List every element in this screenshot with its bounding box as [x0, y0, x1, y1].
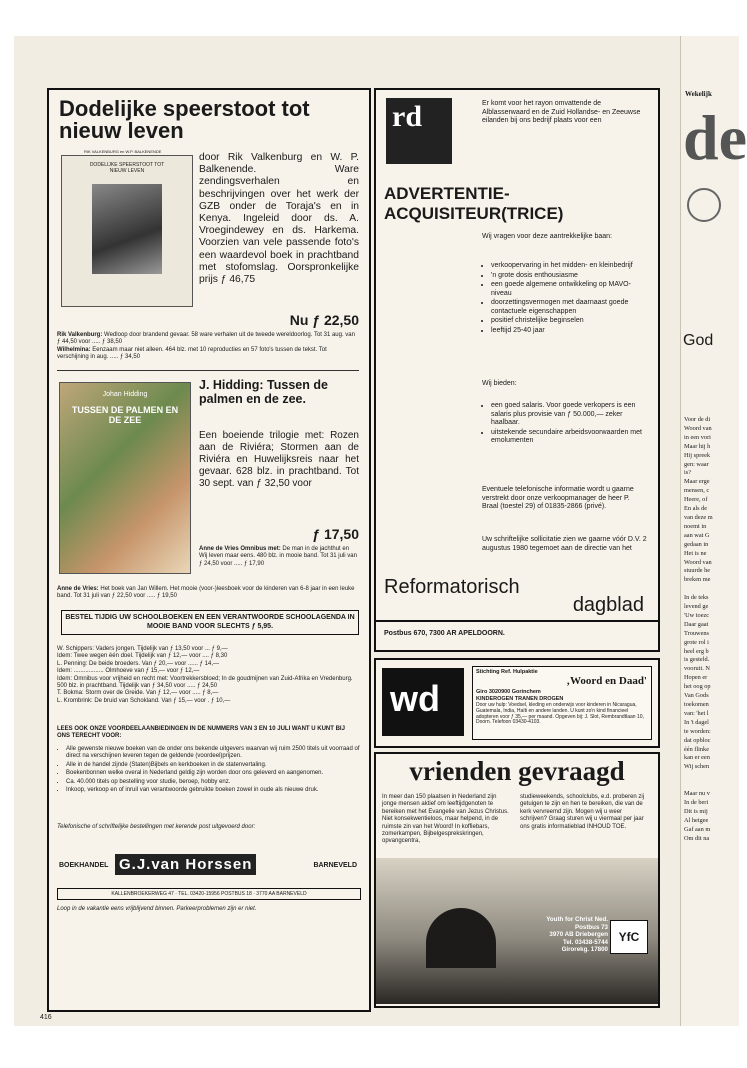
body-line: Hopen er — [684, 674, 708, 682]
wd-panel — [472, 666, 652, 740]
body-line — [684, 772, 744, 781]
friends-ad — [374, 752, 660, 1008]
silhouette — [426, 908, 496, 968]
anne-omnibus-text: De man in de jachthut en Wij leven maar eens. 480 blz. in mooie band. Tot 31 juli van ƒ 24,50 voor ..... ƒ 17,90 — [199, 546, 357, 567]
friends-headline: vrienden gevraagd — [409, 756, 625, 786]
body-line: heel erg b — [684, 647, 709, 655]
body-line: Dit is mij — [684, 807, 708, 815]
org-line: Postbus 73 — [574, 923, 608, 931]
job-intro: Er komt voor het rayon omvattende de Alblasserwaard en de Zuid Hollandse- en Zeeuwse eilanden bij ons bedrijf plaats voor een — [482, 100, 641, 124]
anne-entry — [57, 586, 359, 601]
shop-name: G.J.van Horssen — [115, 854, 256, 875]
hidding-cover-title: TUSSEN DE PALMEN EN DE ZEE — [71, 405, 179, 425]
friends-org — [498, 916, 608, 954]
paper-logo — [384, 576, 650, 620]
list-item: • een goed salaris. Voor goede verkopers is een salaris plus provisie van ƒ 50.000,— zeker haalbaar. — [491, 402, 651, 428]
body-line: In de beri — [684, 798, 709, 806]
body-line — [684, 585, 744, 594]
body-line: Maar nu v — [684, 790, 710, 798]
list-item: • Alle gewenste nieuwe boeken van de onder ons bekende uitgevers waarvan wij ruim 2500 titels uit voorraad of direct na verschijnen leveren tegen de geldende (voordeel)prijzen. — [66, 746, 361, 761]
friends-col1: In meer dan 150 plaatsen in Nederland zijn jonge mensen aktief om leeftijdgenoten te bereiken met het Evangelie van Jezus Christus. Niet konsekwentieloos, maar helpend, in de ruimste zin van het Woord! In koffiebars, zomerkampen, Bijbelgesprekskringen, opvangcentra, — [382, 794, 509, 845]
paper-line1: Reformatorisch — [384, 576, 520, 598]
shop-address: KALLENBROEKERWEG 47 · TEL. 03420-15956 POSTBUS 18 · 3770 AA BARNEVELD — [57, 888, 361, 900]
hidding-price: ƒ 17,50 — [312, 526, 359, 542]
list-item: • leeftijd 25-40 jaar — [491, 327, 651, 336]
body-line: Wij schen — [684, 763, 710, 771]
body-line: En als de — [684, 505, 708, 513]
body-line: grote rol i — [684, 638, 709, 646]
job-apply: Uw schriftelijke sollicitatie zien we gaarne vóór D.V. 2 augustus 1980 tegemoet aan de directie van het — [482, 536, 647, 552]
hidding-text: Een boeiende trilogie met: Rozen aan de Riviéra; Stormen aan de Riviéra en Huwelijksreis naar het gevaar. 628 blz. in prachtband. Tot 30 sept. van ƒ 32,50 voor — [199, 430, 359, 489]
body-line: noemt in — [684, 522, 707, 530]
list-item: • een goede algemene ontwikkeling op MAVO-niveau — [491, 281, 651, 298]
org-line: Youth for Christ Ned. — [546, 916, 608, 923]
promo-bullets — [57, 746, 361, 795]
wd-slogan: KINDEROGEN TRANEN DROGEN — [476, 696, 564, 702]
job-title: ADVERTENTIE-ACQUISITEUR(TRICE) — [384, 184, 564, 223]
page-number: 416 — [40, 1014, 52, 1021]
body-line: In 't dagel — [684, 718, 709, 726]
book-price: Nu ƒ 22,50 — [289, 312, 359, 328]
shop-footer: Loop in de vakantie eens vrijblijvend binnen. Parkeerproblemen zijn er niet. — [57, 906, 257, 912]
org-line: 3970 AB Driebergen — [549, 931, 608, 938]
body-line: Maar erge — [684, 478, 710, 486]
order-note: Telefonische of schriftelijke bestellingen met kerende post uitgevoerd door: — [57, 824, 256, 830]
list-item: L. Krombrink: De bruid van Schokland. Van ƒ 15,— voor . ƒ 10,— — [57, 697, 231, 704]
hidding-cover-image — [59, 382, 191, 574]
body-line: mensen, c — [684, 487, 710, 495]
body-line: Hij spreek — [684, 451, 711, 459]
body-line: Maar hij h — [684, 442, 711, 450]
body-line: in een vori — [684, 433, 711, 441]
body-line: breken me — [684, 576, 711, 584]
list-item: • Ca. 40.000 titels op bestelling voor studie, beroep, hobby enz. — [66, 779, 361, 786]
right-big-letters: de — [683, 102, 747, 173]
right-body-text — [684, 416, 744, 844]
body-line: van deze m — [684, 513, 713, 521]
wd-giro: Giro 3020900 Gorinchem — [476, 689, 541, 695]
job-seek-intro: Wij vragen voor deze aantrekkelijke baan: — [482, 233, 612, 240]
list-item: • Alle in de handel zijnde (Staten)Bijbels en kerkboeken in de statenvertaling. — [66, 762, 361, 769]
list-item: • 'n grote dosis enthousiasme — [491, 272, 651, 281]
list-item: Idem: .................. Olmhoeve van ƒ 15,— voor ƒ 12,— — [57, 668, 200, 675]
school-box: BESTEL TIJDIG UW SCHOOLBOEKEN EN EEN VERANTWOORDE SCHOOLAGENDA IN MOOIE BAND VOOR SLECHTS ƒ 5,95. — [61, 610, 359, 635]
rd-logo — [386, 98, 452, 164]
job-offers — [482, 402, 651, 447]
body-line: gedaan in — [684, 540, 709, 548]
list-item: • verkoopervaring in het midden- en kleinbedrijf — [491, 262, 651, 271]
body-line: Woord van — [684, 424, 712, 432]
job-postbus: Postbus 670, 7300 AR APELDOORN. — [384, 630, 505, 637]
job-ad — [374, 88, 660, 652]
book-description: door Rik Valkenburg en W. P. Balkenende. Ware zendingsverhalen en beschrijvingen over het werk der GZB onder de Toraja's en in Kenya. Ingeleid door ds. A. Vroegindewey en ds. Harkema. Voorzien van vele passende foto's een waardevol boek in prachtband met stofomslag. Oorspronkelijke prijs ƒ 46,75 — [199, 152, 359, 286]
sunset-photo — [376, 858, 658, 1004]
shop-city: BARNEVELD — [313, 862, 357, 869]
body-line: 'Uw toezc — [684, 611, 710, 619]
yfc-logo: YfC — [610, 920, 648, 954]
divider — [376, 620, 658, 622]
body-line: Voor de di — [684, 416, 711, 423]
body-line: is? — [684, 469, 691, 477]
anne-text: Het boek van Jan Willem. Het mooie (voor-)leesboek voor de kinderen van 6-8 jaar in een leuke band. Tot 31 juli van ƒ 22,50 voor ..... ƒ 19,50 — [57, 586, 355, 600]
body-line: van: 'het l — [684, 709, 709, 717]
body-line: Woord van — [684, 558, 712, 566]
job-offer-intro: Wij bieden: — [482, 380, 517, 387]
job-requirements — [482, 262, 651, 336]
body-line: Om dit na — [684, 834, 710, 842]
valkenburg-text: Wedloop door brandend gevaar. 58 ware verhalen uit de tweede wereldoorlog. Tot 31 aug. van ƒ 44,50 voor ..... ƒ 38,50 — [57, 332, 355, 346]
body-line: In de teks — [684, 594, 709, 602]
wd-foundation: Stichting Ref. Hulpaktie — [476, 669, 538, 675]
wd-logo-text: wd — [390, 678, 440, 719]
body-line: het oog op — [684, 683, 711, 691]
book-cover-image — [61, 155, 193, 307]
list-item: W. Schippers: Vaders jongen. Tijdelijk van ƒ 13,50 voor ... ƒ 9,— — [57, 646, 228, 652]
right-article-title: God — [683, 332, 714, 349]
body-line: toekomen — [684, 701, 709, 708]
book-headline: Dodelijke speerstoot tot nieuw leven — [59, 96, 310, 143]
body-line: te worden: — [684, 727, 711, 735]
list-item: • positief christelijke beginselen — [491, 317, 651, 326]
wilhelmina-text: Eenzaam maar niet alleen. 464 blz. met 10 reproducties en 57 foto's tussen de tekst. Tot verschijning in aug. ..... ƒ 34,50 — [57, 346, 327, 361]
friends-col2: studieweekends, schoolclubs, e.d. proberen zij getuigen te zijn en hen te bereiken, die van de kerk vervreemd zijn. Mogen wij u weer schrijven? Graag sturen wij u viermaal per jaar ons gratis informatieblad INHOUD TOE. — [520, 794, 645, 830]
valkenburg-name: Rik Valkenburg: — [57, 332, 103, 338]
list-item: Idem: Twee wegen één doel. Tijdelijk van ƒ 12,— voor .... ƒ 8,30 — [57, 653, 228, 660]
body-line: levend ge — [684, 603, 709, 611]
right-header: Wekelijk — [685, 90, 712, 98]
wd-ad — [374, 658, 660, 748]
left-page — [14, 36, 680, 1026]
body-line: Van Gods — [684, 692, 709, 700]
book-ad — [47, 88, 371, 1012]
body-line: is gesteld. — [684, 656, 710, 664]
body-line: dat opbloc — [684, 736, 711, 744]
book-small-authors: RIK VALKENBURG en W.P. BALKENENDE — [84, 149, 162, 154]
body-line — [684, 781, 744, 790]
list-item: T. Bokma: Storm over de Greide. Van ƒ 12,— voor ..... ƒ 8,— — [57, 690, 219, 697]
body-line: Al hetgee — [684, 816, 709, 824]
shop-prefix: BOEKHANDEL — [59, 862, 109, 869]
hidding-cover-author: Johan Hidding — [102, 391, 148, 398]
divider — [57, 370, 359, 371]
list-item: • doorzettingsvermogen met daarnaast goede contactuele eigenschappen — [491, 299, 651, 316]
book-list — [57, 646, 359, 705]
list-item: • uitstekende secundaire arbeidsvoorwaarden met emolumenten — [491, 429, 651, 446]
body-line: één flinke — [684, 745, 709, 753]
list-item: L. Penning: De beide broeders. Van ƒ 20,— voor ...... ƒ 14,— — [57, 660, 219, 667]
right-page — [680, 36, 747, 1026]
body-line: Het is ne — [684, 549, 707, 557]
body-line: vooruit. N — [684, 665, 710, 673]
promo-heading: LEES OOK ONZE VOORDEELAANBIEDINGEN IN DE NUMMERS VAN 3 EN 10 JULI WANT U KUNT BIJ ONS TERECHT VOOR: — [57, 726, 345, 740]
org-line: Girorekg. 17800 — [561, 946, 608, 953]
org-line: Tel. 03438-5744 — [563, 938, 608, 946]
book-cover-title: DODELIJKE SPEERSTOOT TOT NIEUW LEVEN — [89, 162, 165, 174]
wd-name: ‚Woord en Daad' — [566, 675, 647, 687]
job-info: Eventuele telefonische informatie wordt u gaarne verstrekt door onze verkoopmanager de heer P. Braal (toestel 29) of 01835-2866 (privé). — [482, 486, 634, 510]
body-line: stuurde he — [684, 567, 711, 575]
rd-logo-text: rd — [392, 100, 422, 133]
body-line: Gaf aan m — [684, 825, 711, 833]
list-item: • Inkoop, verkoop en of inruil van verantwoorde gebruikte boeken zowel in oude als nieuwe druk. — [66, 787, 361, 794]
anne-omnibus — [199, 546, 359, 568]
body-line: Heere, of — [684, 496, 708, 504]
body-line: Trouwens — [684, 629, 709, 637]
wilhelmina-name: Wilhelmina: — [57, 346, 91, 353]
body-line: gen: waar — [684, 460, 709, 468]
shop-banner — [57, 850, 359, 884]
anne-name: Anne de Vries: — [57, 586, 99, 592]
wd-text: Door uw hulp: Voedsel, kleding en onderwijs voor kinderen in Nicaragua, Guatemala, India, Haïti en andere landen. U kunt zo'n kind financieel adopteren voor ƒ 35,— per maand. Opgeven bij: J. Slot, Rembrandtlaan 10, Doorn. Telefoon 03430-4103. — [476, 702, 644, 726]
list-item: • Boekenbonnen welke overal in Nederland geldig zijn worden door ons geleverd en aangenomen. — [66, 770, 361, 777]
body-line: Daar gaat — [684, 620, 709, 628]
body-line: kan er een — [684, 754, 710, 762]
emblem-icon — [687, 188, 721, 222]
anne-omnibus-name: Anne de Vries Omnibus met: — [199, 546, 281, 552]
wd-logo — [382, 668, 464, 736]
body-line: aan wat G — [684, 531, 710, 539]
valkenburg-entry — [57, 332, 359, 362]
cover-photo — [92, 184, 162, 274]
hidding-headline: J. Hidding: Tussen de palmen en de zee. — [199, 378, 328, 406]
paper-line2: dagblad — [572, 594, 644, 616]
list-item: Idem: Omnibus voor vrijheid en recht met: Voortrekkersbloed; In de goudmijnen van Zuid-Afrika en Vredenburg. 500 blz. in prachtband. Tijdelijk van ƒ 34,50 voor ..... ƒ 24,50 — [57, 675, 353, 690]
